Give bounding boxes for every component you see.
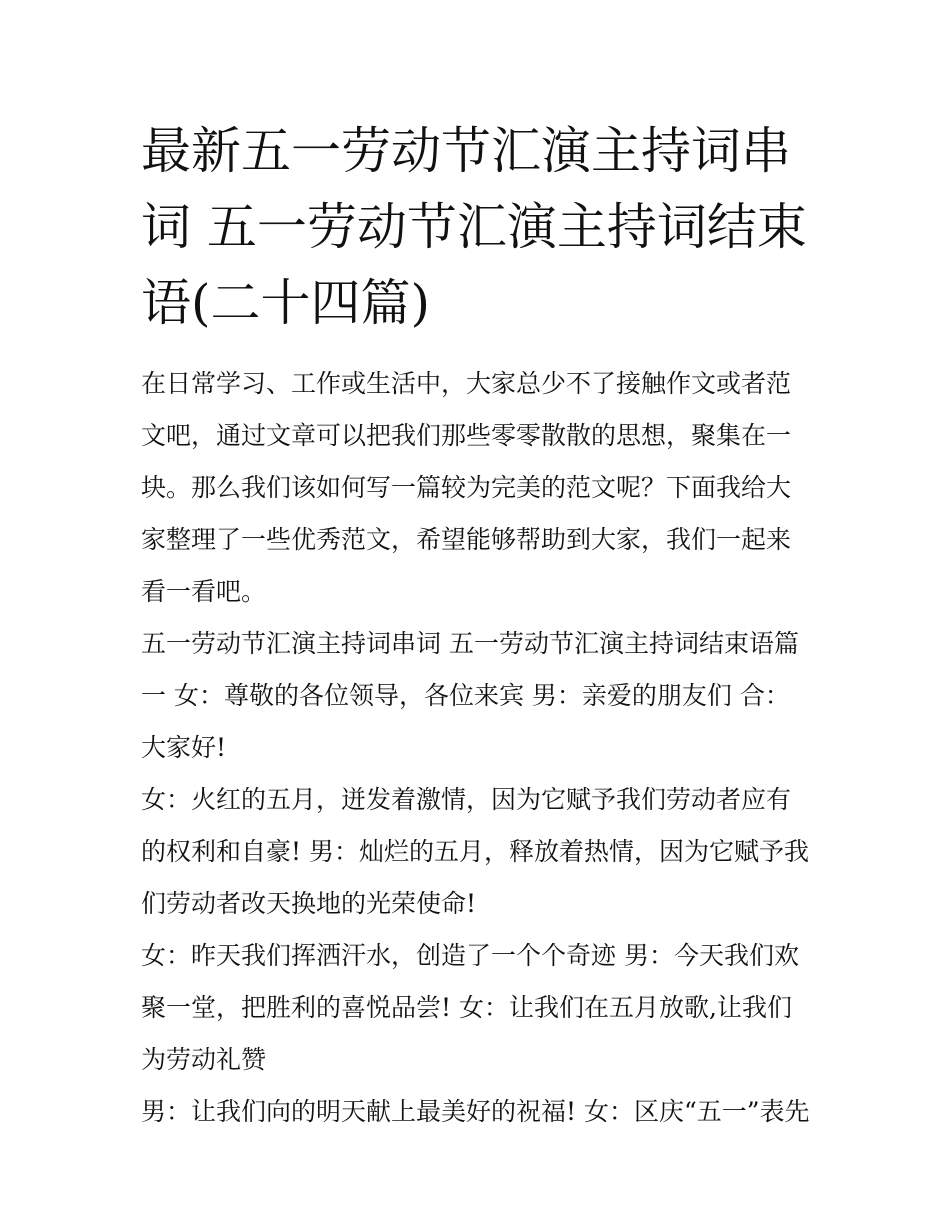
- body-paragraph: 女：昨天我们挥洒汗水，创造了一个个奇迹 男：今天我们欢聚一堂，把胜利的喜悦品尝! 女：让我们在五月放歌,让我们为劳动礼赞: [141, 941, 799, 1074]
- body-paragraph: 五一劳动节汇演主持词串词 五一劳动节汇演主持词结束语篇一 女：尊敬的各位领导，各位来宾 男：亲爱的朋友们 合：大家好!: [141, 629, 799, 762]
- body-paragraph: 女：火红的五月，迸发着激情，因为它赋予我们劳动者应有的权利和自豪! 男：灿烂的五月，释放着热情，因为它赋予我们劳动者改天换地的光荣使命!: [141, 785, 809, 918]
- document-content: [141, 113, 813, 1138]
- body-paragraph: 男：让我们向的明天献上最美好的祝福! 女：区庆“五一”表先: [141, 1097, 810, 1126]
- intro-paragraph: 在日常学习、工作或生活中，大家总少不了接触作文或者范文吧，通过文章可以把我们那些零零散散的思想，聚集在一块。那么我们该如何写一篇较为完美的范文呢？下面我给大家整理了一些优秀范文，希望能够帮助到大家，我们一起来看一看吧。: [141, 369, 792, 606]
- document-title: 最新五一劳动节汇演主持词串词 五一劳动节汇演主持词结束语(二十四篇): [141, 122, 807, 332]
